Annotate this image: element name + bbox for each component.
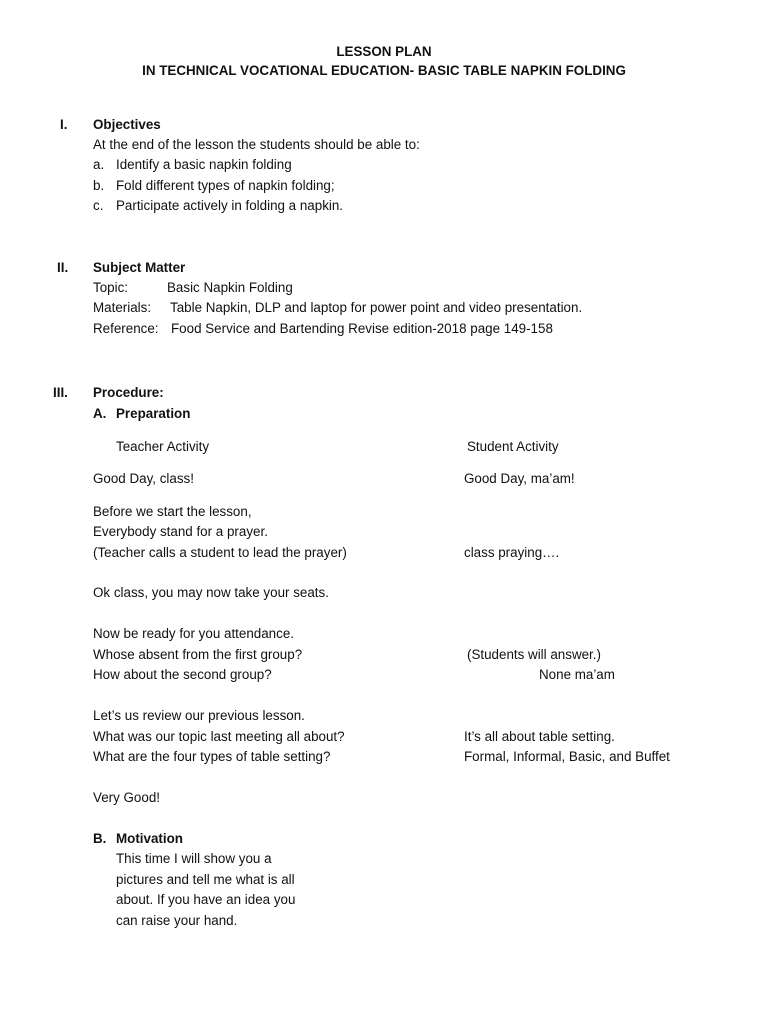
teacher-line: Let’s us review our previous lesson.	[93, 708, 305, 723]
teacher-line: What was our topic last meeting all about?	[93, 729, 345, 744]
teacher-line: (Teacher calls a student to lead the prayer)	[93, 545, 347, 560]
teacher-line: Everybody stand for a prayer.	[93, 524, 268, 539]
objective-marker: a.	[93, 157, 105, 172]
motivation-heading: Motivation	[116, 831, 183, 846]
preparation-heading: Preparation	[116, 406, 191, 421]
objective-marker: b.	[93, 178, 105, 193]
materials-value: Table Napkin, DLP and laptop for power point and video presentation.	[170, 300, 583, 315]
document-subtitle: IN TECHNICAL VOCATIONAL EDUCATION- BASIC TABLE NAPKIN FOLDING	[142, 63, 626, 78]
teacher-line: Before we start the lesson,	[93, 504, 252, 519]
document-title: LESSON PLAN	[336, 44, 432, 59]
teacher-line: What are the four types of table setting?	[93, 749, 331, 764]
objectives-heading: Objectives	[93, 117, 161, 132]
motivation-line: pictures and tell me what is all	[116, 872, 295, 887]
procedure-heading: Procedure:	[93, 385, 164, 400]
subject-matter-heading: Subject Matter	[93, 260, 186, 275]
teacher-line: Good Day, class!	[93, 471, 194, 486]
section-numeral-procedure: III.	[53, 385, 68, 400]
teacher-line: Now be ready for you attendance.	[93, 626, 294, 641]
topic-value: Basic Napkin Folding	[167, 280, 293, 295]
student-line: It’s all about table setting.	[464, 729, 615, 744]
motivation-line: can raise your hand.	[116, 913, 238, 928]
objective-item: Identify a basic napkin folding	[116, 157, 292, 172]
motivation-line: about. If you have an idea you	[116, 892, 296, 907]
objectives-intro: At the end of the lesson the students should be able to:	[93, 137, 420, 152]
motivation-line: This time I will show you a	[116, 851, 272, 866]
student-line: (Students will answer.)	[467, 647, 601, 662]
teacher-line: Ok class, you may now take your seats.	[93, 585, 329, 600]
student-line: Good Day, ma’am!	[464, 471, 575, 486]
motivation-marker: B.	[93, 831, 107, 846]
student-line: class praying….	[464, 545, 560, 560]
teacher-line: How about the second group?	[93, 667, 272, 682]
student-line: Formal, Informal, Basic, and Buffet	[464, 749, 670, 764]
teacher-activity-header: Teacher Activity	[116, 439, 210, 454]
student-line: None ma’am	[539, 667, 615, 682]
reference-value: Food Service and Bartending Revise edition-2018 page 149-158	[171, 321, 553, 336]
teacher-line: Very Good!	[93, 790, 160, 805]
section-numeral-subject-matter: II.	[57, 260, 69, 275]
objective-marker: c.	[93, 198, 104, 213]
reference-label: Reference:	[93, 321, 159, 336]
section-numeral-objectives: I.	[60, 117, 68, 132]
teacher-line: Whose absent from the first group?	[93, 647, 303, 662]
student-activity-header: Student Activity	[467, 439, 559, 454]
objective-item: Participate actively in folding a napkin.	[116, 198, 344, 213]
objective-item: Fold different types of napkin folding;	[116, 178, 335, 193]
preparation-marker: A.	[93, 406, 107, 421]
topic-label: Topic:	[93, 280, 128, 295]
materials-label: Materials:	[93, 300, 152, 315]
